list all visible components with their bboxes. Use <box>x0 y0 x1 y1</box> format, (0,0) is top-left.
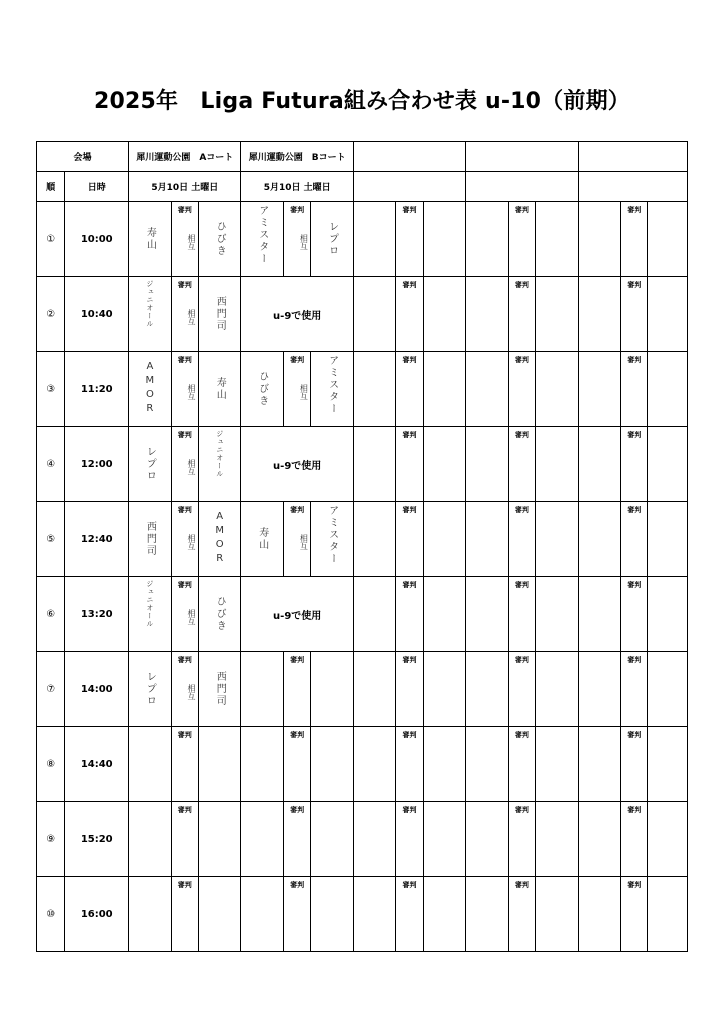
venue-empty-5 <box>578 142 687 172</box>
referee-cell: 審判 <box>621 277 648 352</box>
team-cell: レプロ <box>129 427 172 502</box>
table-row <box>37 352 688 427</box>
team-cell: AMOR <box>129 352 172 427</box>
u9-use-cell: u-9で使用 <box>241 277 353 352</box>
team-cell: アミスター <box>311 502 354 577</box>
u9-use-cell: u-9で使用 <box>241 427 353 502</box>
referee-cell: 審判 <box>396 352 423 427</box>
date-a: 5月10日 土曜日 <box>129 172 241 202</box>
slot-time: 12:40 <box>65 502 129 577</box>
referee-cell: 審判 相互 <box>284 352 311 427</box>
table-row <box>37 277 688 352</box>
team-cell: 寿山 <box>241 502 284 577</box>
referee-cell: 審判 <box>508 877 535 952</box>
slot-time: 13:20 <box>65 577 129 652</box>
referee-cell: 審判 <box>508 802 535 877</box>
venue-empty-3 <box>353 142 465 172</box>
referee-cell: 審判 <box>396 727 423 802</box>
table-row <box>37 502 688 577</box>
header-row-date <box>37 172 688 202</box>
slot-time: 11:20 <box>65 352 129 427</box>
venue-b: 犀川運動公園 Bコート <box>241 142 353 172</box>
referee-cell: 審判 <box>621 877 648 952</box>
referee-cell: 審判 <box>621 502 648 577</box>
date-b: 5月10日 土曜日 <box>241 172 353 202</box>
referee-cell: 審判 相互 <box>171 277 198 352</box>
referee-cell: 審判 <box>621 352 648 427</box>
team-cell: レプロ <box>129 652 172 727</box>
referee-cell: 審判 <box>396 877 423 952</box>
team-cell: ひびき <box>198 577 241 652</box>
referee-cell: 審判 <box>508 352 535 427</box>
table-row <box>37 652 688 727</box>
referee-cell: 審判 相互 <box>284 502 311 577</box>
slot-time: 12:00 <box>65 427 129 502</box>
referee-cell: 審判 <box>508 427 535 502</box>
referee-cell: 審判 <box>396 202 423 277</box>
referee-cell: 審判 <box>621 577 648 652</box>
referee-cell: 審判 <box>396 802 423 877</box>
venue-empty-4 <box>466 142 578 172</box>
team-cell: ひびき <box>241 352 284 427</box>
referee-cell: 審判 相互 <box>171 502 198 577</box>
header-row-venue <box>37 142 688 172</box>
page-title: 2025年 Liga Futura組み合わせ表 u-10（前期） <box>94 89 630 114</box>
referee-cell: 審判 相互 <box>284 202 311 277</box>
table-row <box>37 577 688 652</box>
referee-cell: 審判 <box>621 802 648 877</box>
venue-a: 犀川運動公園 Aコート <box>129 142 241 172</box>
referee-cell: 審判 <box>396 277 423 352</box>
team-cell: 寿山 <box>198 352 241 427</box>
referee-cell: 審判 <box>396 502 423 577</box>
slot-number: ⑥ <box>37 577 65 652</box>
order-label: 順 <box>37 172 65 202</box>
team-cell: 寿山 <box>129 202 172 277</box>
referee-cell: 審判 相互 <box>171 427 198 502</box>
slot-number: ⑨ <box>37 802 65 877</box>
referee-cell: 審判 <box>621 652 648 727</box>
slot-number: ⑤ <box>37 502 65 577</box>
table-row <box>37 727 688 802</box>
referee-cell: 審判 <box>508 727 535 802</box>
date-empty-4 <box>466 172 578 202</box>
referee-cell: 審判 <box>284 652 311 727</box>
table-row <box>37 877 688 952</box>
slot-time: 10:00 <box>65 202 129 277</box>
team-cell: AMOR <box>198 502 241 577</box>
slot-number: ⑩ <box>37 877 65 952</box>
slot-time: 15:20 <box>65 802 129 877</box>
slot-number: ③ <box>37 352 65 427</box>
referee-cell: 審判 <box>396 577 423 652</box>
slot-number: ② <box>37 277 65 352</box>
referee-cell: 審判 <box>508 577 535 652</box>
referee-cell: 審判 <box>396 652 423 727</box>
table-row <box>37 802 688 877</box>
slot-number: ⑦ <box>37 652 65 727</box>
referee-cell: 審判 <box>621 202 648 277</box>
referee-cell: 審判 <box>171 877 198 952</box>
slot-number: ⑧ <box>37 727 65 802</box>
referee-cell: 審判 <box>508 502 535 577</box>
u9-use-cell: u-9で使用 <box>241 577 353 652</box>
referee-cell: 審判 相互 <box>171 202 198 277</box>
slot-number: ④ <box>37 427 65 502</box>
table-row <box>37 427 688 502</box>
table-row <box>37 202 688 277</box>
referee-cell: 審判 <box>284 727 311 802</box>
referee-cell: 審判 <box>284 877 311 952</box>
referee-cell: 審判 相互 <box>171 352 198 427</box>
team-cell: アミスター <box>311 352 354 427</box>
team-cell: 西門司 <box>198 277 241 352</box>
slot-time: 10:40 <box>65 277 129 352</box>
team-cell: 西門司 <box>129 502 172 577</box>
referee-cell: 審判 <box>171 802 198 877</box>
team-cell: ジュニオール <box>129 577 172 652</box>
referee-cell: 審判 相互 <box>171 652 198 727</box>
team-cell: レプロ <box>311 202 354 277</box>
referee-cell: 審判 <box>396 427 423 502</box>
datetime-label: 日時 <box>65 172 129 202</box>
team-cell: ジュニオール <box>198 427 241 502</box>
schedule-table <box>36 141 688 952</box>
team-cell: アミスター <box>241 202 284 277</box>
team-cell: 西門司 <box>198 652 241 727</box>
slot-time: 14:00 <box>65 652 129 727</box>
referee-cell: 審判 <box>621 427 648 502</box>
team-cell: ジュニオール <box>129 277 172 352</box>
venue-label: 会場 <box>37 142 129 172</box>
slot-number: ① <box>37 202 65 277</box>
referee-cell: 審判 <box>284 802 311 877</box>
referee-cell: 審判 <box>508 277 535 352</box>
referee-cell: 審判 <box>508 202 535 277</box>
slot-time: 16:00 <box>65 877 129 952</box>
date-empty-5 <box>578 172 687 202</box>
referee-cell: 審判 <box>621 727 648 802</box>
referee-cell: 審判 <box>508 652 535 727</box>
referee-cell: 審判 相互 <box>171 577 198 652</box>
slot-time: 14:40 <box>65 727 129 802</box>
date-empty-3 <box>353 172 465 202</box>
referee-cell: 審判 <box>171 727 198 802</box>
team-cell: ひびき <box>198 202 241 277</box>
